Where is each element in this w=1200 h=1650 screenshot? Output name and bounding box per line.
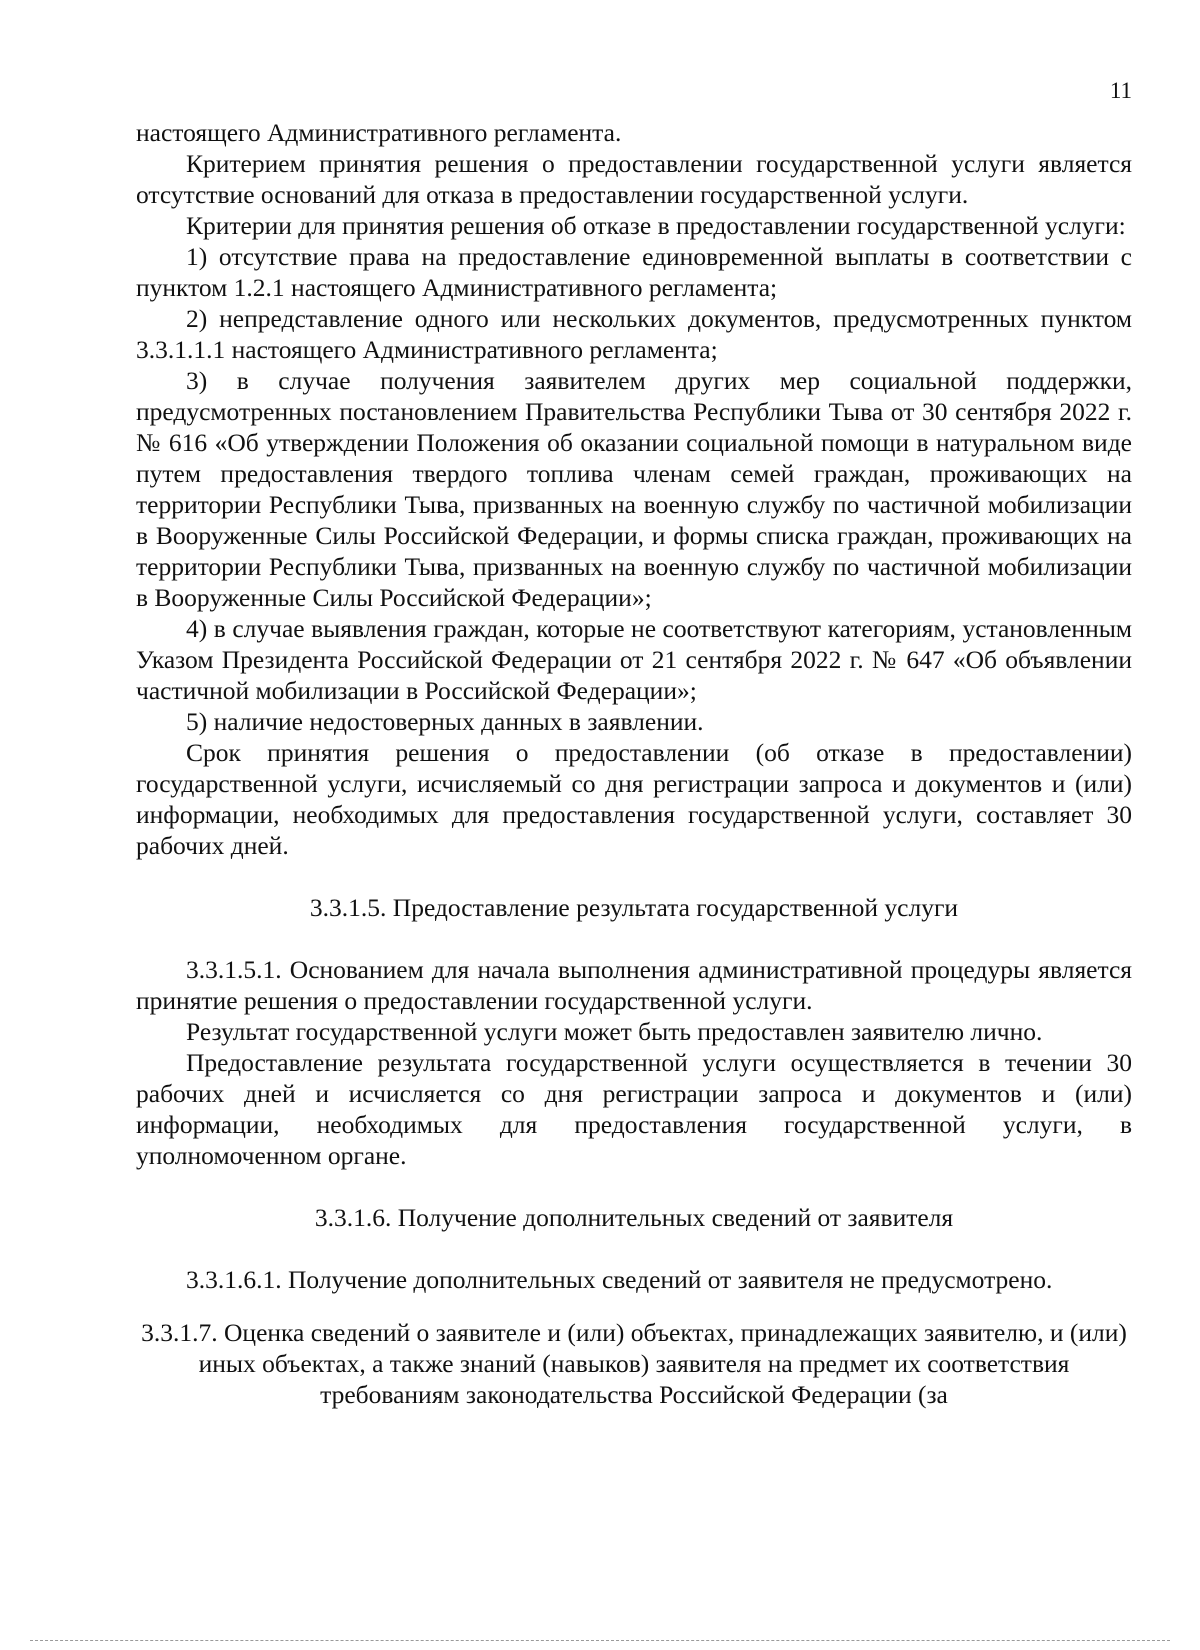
section-heading: 3.3.1.5. Предоставление результата государственной услуги: [309, 893, 959, 922]
paragraph: 3.3.1.6.1. Получение дополнительных сведений от заявителя не предусмотрено.: [186, 1265, 1053, 1294]
list-item: 2) непредставление одного или нескольких документов, предусмотренных пунктом 3.3.1.1.1 настоящего Административного регламента;: [136, 304, 1132, 364]
scan-edge-line: [30, 1640, 1170, 1641]
section-heading: 3.3.1.6. Получение дополнительных сведений от заявителя: [314, 1203, 954, 1232]
list-item: 5) наличие недостоверных данных в заявлении.: [186, 707, 704, 736]
list-item: 4) в случае выявления граждан, которые не соответствуют категориям, установленным Указом Президента Российской Федерации от 21 сентября 2022 г. № 647 «Об объявлении частичной мобилизации в Российской Федерации»;: [136, 614, 1132, 705]
list-item: 1) отсутствие права на предоставление единовременной выплаты в соответствии с пунктом 1.2.1 настоящего Административного регламента;: [136, 242, 1132, 302]
paragraph: Предоставление результата государственной услуги осуществляется в течении 30 рабочих дней и исчисляется со дня регистрации запроса и документов и (или) информации, необходимых для предоставления государственной услуги, в уполномоченном органе.: [136, 1048, 1132, 1170]
list-item: 3) в случае получения заявителем других мер социальной поддержки, предусмотренных постановлением Правительства Республики Тыва от 30 сентября 2022 г. № 616 «Об утверждении Положения об оказании социальной помощи в натуральном виде путем предоставления твердого топлива членам семей граждан, проживающих на территории Республики Тыва, призванных на военную службу по частичной мобилизации в Вооруженные Силы Российской Федерации, и формы списка граждан, проживающих на территории Республики Тыва, призванных на военную службу по частичной мобилизации в Вооруженные Силы Российской Федерации»;: [136, 366, 1132, 612]
paragraph: Срок принятия решения о предоставлении (об отказе в предоставлении) государственной услуги, исчисляемый со дня регистрации запроса и документов и (или) информации, необходимых для предоставления государственной услуги, составляет 30 рабочих дней.: [136, 738, 1132, 860]
paragraph: Результат государственной услуги может быть предоставлен заявителю лично.: [186, 1017, 1043, 1046]
paragraph: 3.3.1.5.1. Основанием для начала выполнения административной процедуры является принятие решения о предоставлении государственной услуги.: [136, 955, 1132, 1015]
paragraph: Критерием принятия решения о предоставлении государственной услуги является отсутствие оснований для отказа в предоставлении государственной услуги.: [136, 149, 1132, 209]
page-number: 11: [1109, 78, 1132, 103]
document-body: [136, 117, 1132, 1441]
section-heading: 3.3.1.7. Оценка сведений о заявителе и (или) объектах, принадлежащих заявителю, и (или) иных объектах, а также знаний (навыков) заявителя на предмет их соответствия требованиям законодательства Российской Федерации (за: [141, 1318, 1127, 1409]
paragraph: настоящего Административного регламента.: [136, 118, 622, 147]
paragraph: Критерии для принятия решения об отказе в предоставлении государственной услуги:: [186, 211, 1126, 240]
